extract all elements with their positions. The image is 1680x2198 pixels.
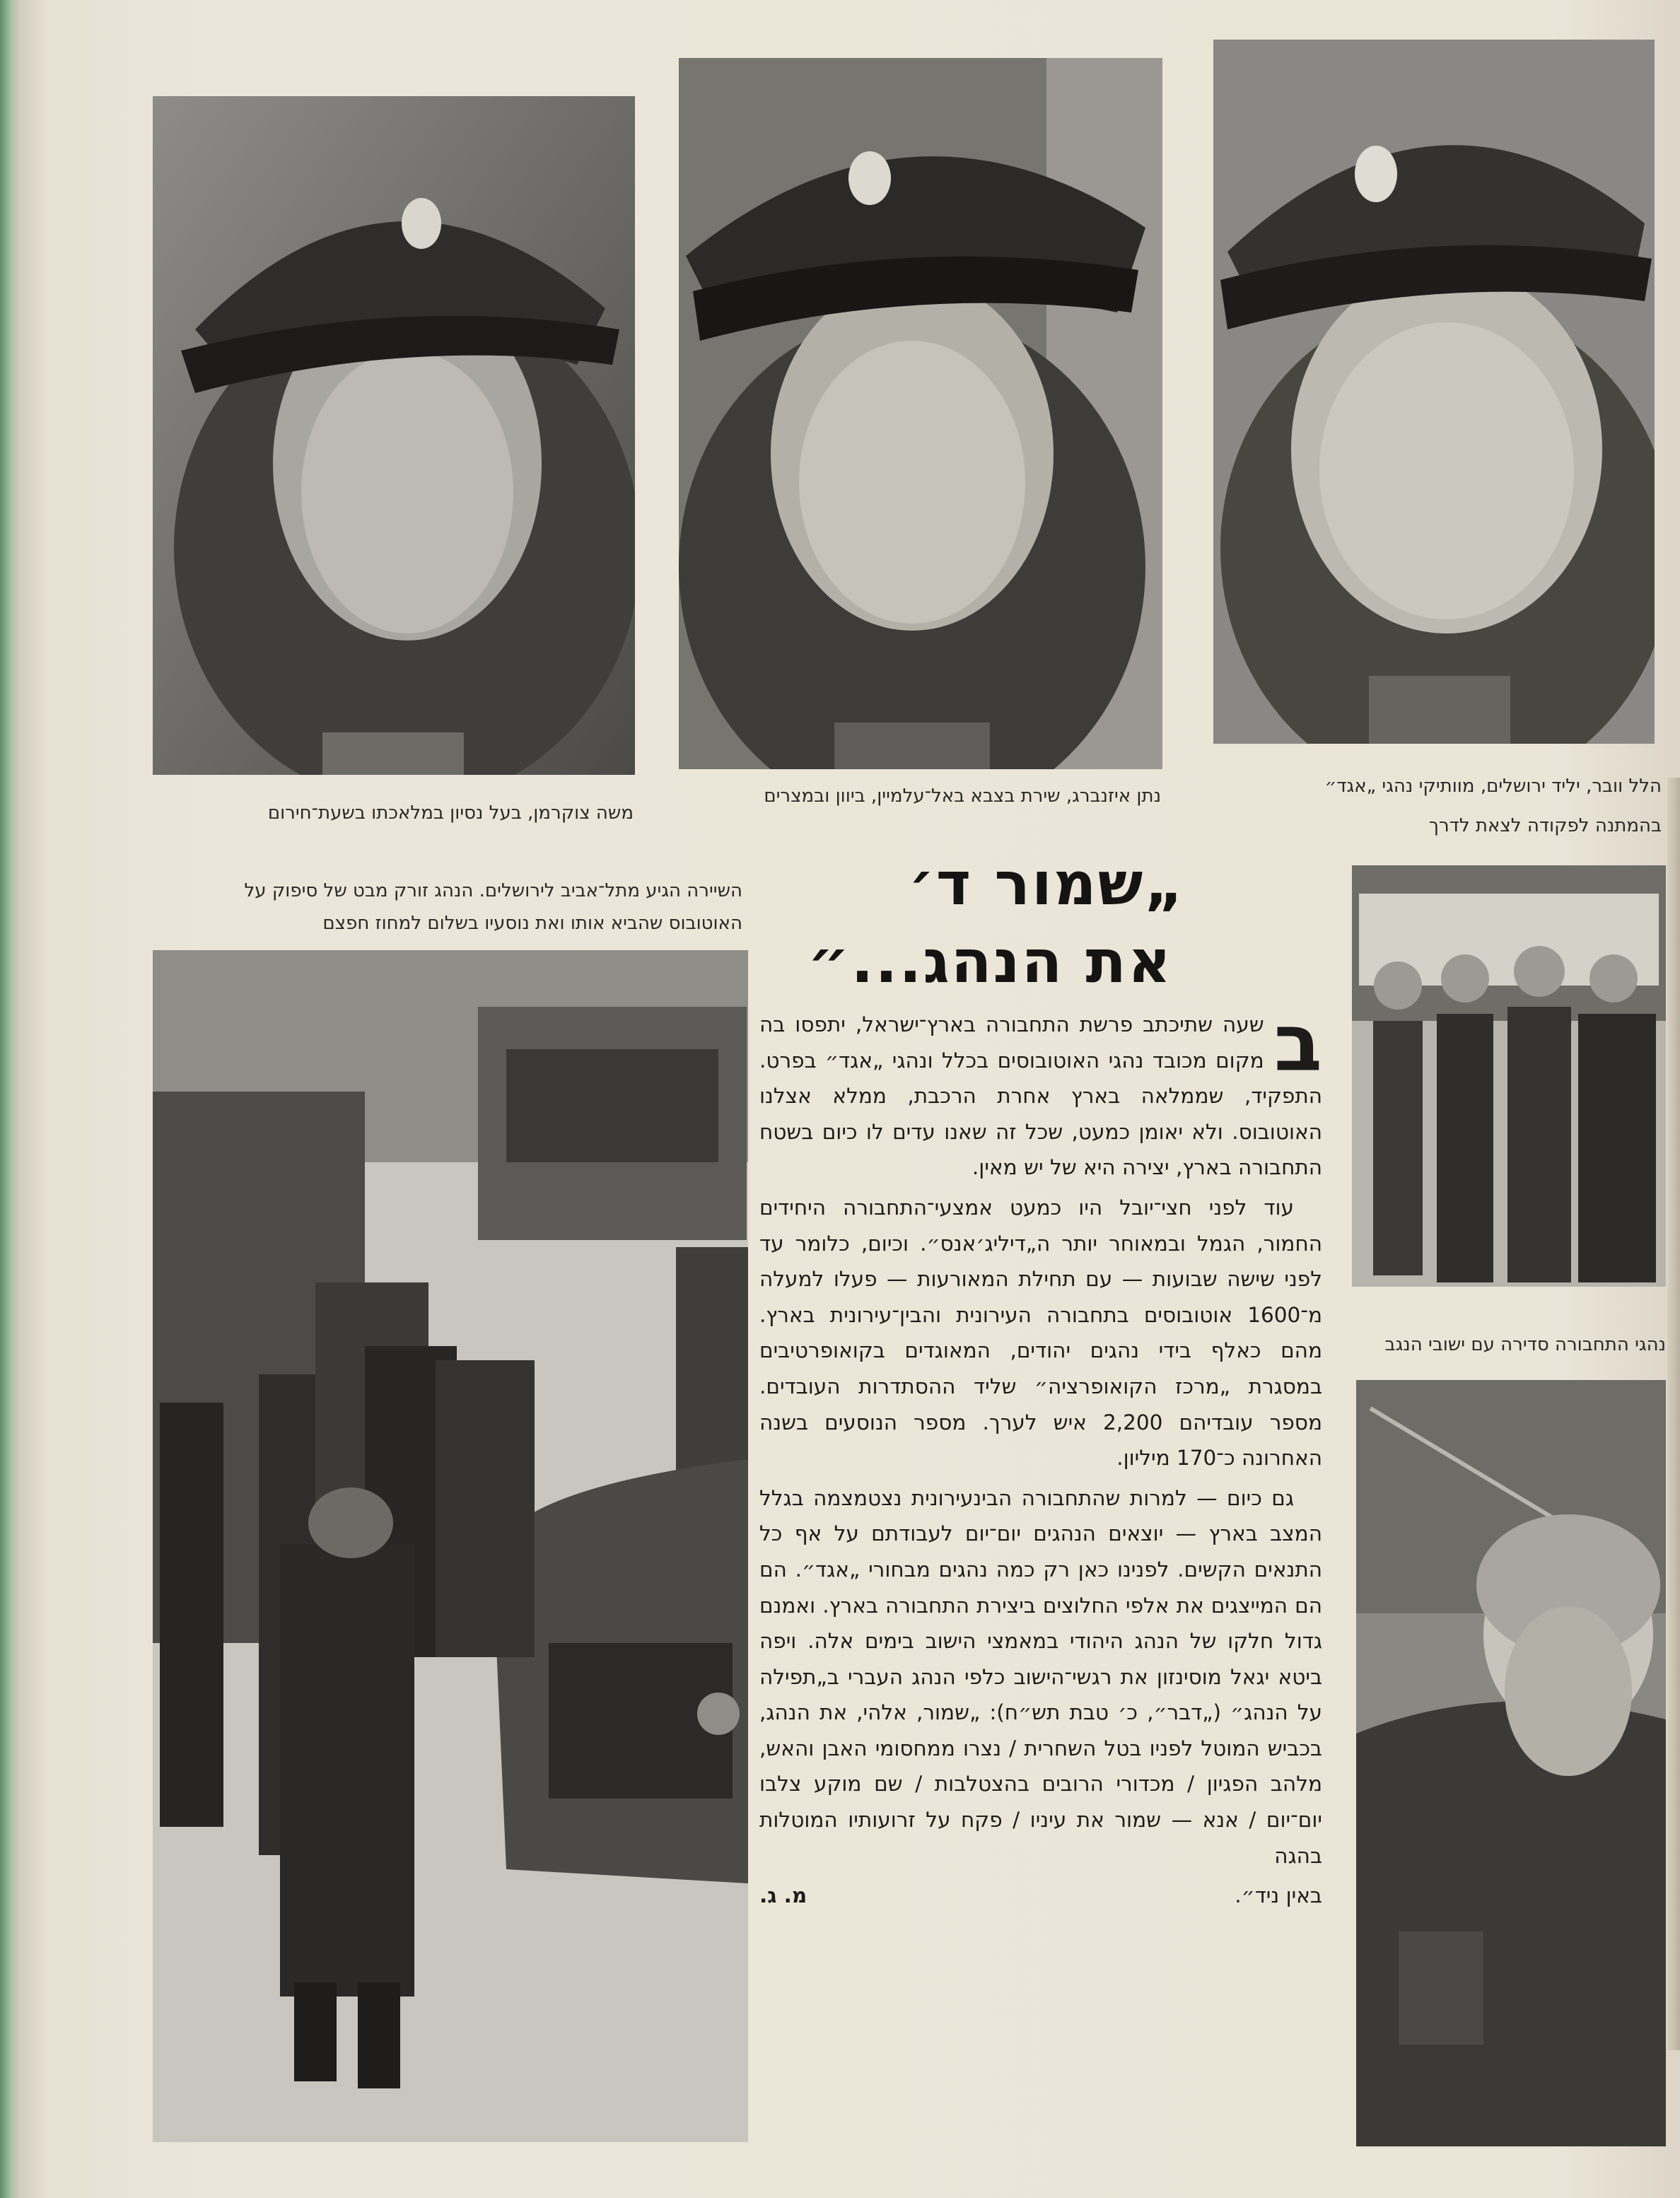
article-paragraph-3: גם כיום — למרות שהתחבורה הבינעירונית נצטמצמה בגלל המצב בארץ — יוצאים הנהגים יום־יום לעבודתם על אף כל התנאים הקשים. לפנינו כאן רק כמה נהגים מבחורי „אגד״. הם הם המייצגים את אלפי החלוצים ביצירת התחבורה בארץ. ואמנם גדול חלקו של הנהג היהודי במאמצי הישוב בימים אלה. ויפה ביטא יגאל מוסינזון את רגשי־הישוב כלפי הנהג העברי ב„תפילה על הנהג״ („דבר״, כ׳ טבת תש״ח): „שמור, אלהי, את הנהג, בכביש המוטל לפניו בטל השחרית / נצרו ממחסומי האבן והאש, מלהב הפגיון / מכדורי הרובים בהצטלבות / שם מוקע צלבו יום־יום / אנא — שמור את עיניו / פקח על זרועותיו המוטלות בהגה	[759, 1485, 1322, 1868]
drivers-group-photo	[1352, 865, 1666, 1287]
article-closing	[759, 1878, 1322, 1914]
closing-line: באין ניד״.	[1235, 1883, 1322, 1908]
caption-weber-cont: בהמתנה לפקודה לצאת לדרך	[1429, 815, 1662, 836]
portrait-photo-zuckerman	[153, 96, 635, 775]
convoy-street-photo	[153, 950, 748, 2142]
article-paragraph-2: עוד לפני חצי־יובל היו כמעט אמצעי־התחבורה היחידים החמור, הגמל ובמאוחר יותר ה„דיליג׳אנס״. וכיום, כלומר עד לפני שישה שבועות — עם תחילת המאורעות — פעלו למעלה מ־1600 אוטובוסים בתחבורה העירונית והבין־עירונית בארץ. מהם כאלף בידי נהגים יהודים, המאוגדים בקואופרטיבים במסגרת „מרכז הקואופרציה״ שליד ההסתדרות העובדים. מספר עובדיהם 2,200 איש לערך. מספר הנוסעים בשנה האחרונה כ־170 מיליון.	[759, 1195, 1322, 1471]
caption-eisenberg: נתן איזנברג, שירת בצבא באל־עלמיין, ביוון ובמצרים	[764, 785, 1161, 807]
caption-zuckerman: משה צוקרמן, בעל נסיון במלאכתו בשעת־חירום	[267, 802, 634, 824]
article-headline-line1: „שמור ד׳	[908, 849, 1185, 918]
caption-convoy-line2: האוטובוס שהביא אותו ואת נוסעיו בשלום למחוז חפצם	[322, 913, 742, 934]
caption-drivers-group: נהגי התחבורה סדירה עם ישובי הנגב	[1384, 1334, 1666, 1355]
portrait-photo-weber	[1213, 40, 1655, 744]
caption-convoy-line1: השיירה הגיע מתל־אביב לירושלים. הנהג זורק מבט של סיפוק על	[244, 880, 742, 901]
article-body	[759, 998, 1322, 2173]
page-binding	[0, 0, 18, 2198]
driver-closeup-photo	[1356, 1380, 1666, 2146]
drop-cap: ב	[1273, 998, 1322, 1089]
article-paragraph-1: ב שעה שתיכתב פרשת התחבורה בארץ־ישראל, יתפסו בה מקום מכובד נהגי האוטובוסים בכלל ונהגי „אגד״ בפרט. התפקיד, שממלאה בארץ אחרת הרכבת, ממלא אצלנו האוטובוס. ולא יאומן כמעט, שכל זה שאנו עדים לו כיום בשטח התחבורה בארץ, יצירה היא של יש מאין.	[759, 998, 1322, 1180]
page-edge	[1667, 778, 1680, 2050]
author-signature: מ. ג.	[759, 1883, 807, 1908]
article-headline-line2: את הנהג...״	[807, 927, 1173, 996]
portrait-photo-eisenberg	[679, 58, 1162, 769]
caption-weber: הלל וובר, יליד ירושלים, מוותיקי נהגי „אגד״	[1324, 776, 1662, 797]
